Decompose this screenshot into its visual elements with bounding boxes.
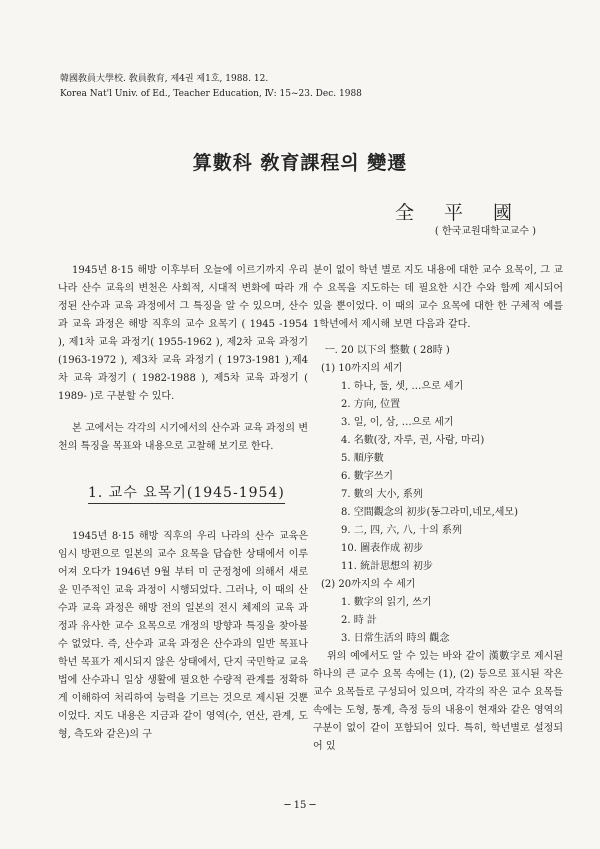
citation-korean: 韓國敎員大學校. 敎員敎育, 제4권 제1호, 1988. 12. [60, 74, 269, 84]
outline-item: 3. 일, 이, 삼, …으로 세기 [341, 417, 454, 428]
outline-item: 7. 數의 大小, 系列 [341, 489, 423, 500]
outline-item: 1. 하나, 둘, 셋, …으로 세기 [341, 381, 464, 392]
outline-item: (1) 10까지의 세기 [321, 363, 403, 374]
section-heading: 1. 교수 요목기(1945-1954) [88, 484, 285, 504]
journal-citation [60, 72, 540, 102]
intro-paragraph: 1945년 8·15 해방 이후부터 오늘에 이르기까지 우리 나라 산수 교육의 변천은 사회적, 시대적 변화에 따라 개정된 산수과 교육 과정에서 그 특징을 알 수 있으며, 산수과 교육 과정은 해방 직후의 교수 요목기 ( 1945 -1954 ), 제1차 교육 과정기( 1955-1962 ), 제2차 교육 과정기(1963-1972 ), 제3차 교육 과정기 ( 1973-1981 ),제4차 교육 과정기 ( 1982-1988 ), 제5차 교육 과정기 ( 1989- )로 구분할 수 있다. [58, 265, 308, 402]
outline-item: 2. 方向, 位置 [341, 399, 401, 410]
outline-item: 2. 時 計 [341, 615, 377, 626]
outline-item: (2) 20까지의 수 세기 [321, 579, 416, 590]
outline-item: 5. 順序數 [341, 453, 384, 464]
syllabus-outline [313, 342, 563, 648]
outline-item: 8. 空間觀念의 初步(동그라미,네모,세모) [341, 507, 518, 518]
article-title: 算數科 敎育課程의 變遷 [192, 152, 408, 174]
outline-item: 1. 數字의 읽기, 쓰기 [341, 597, 432, 608]
outline-item: ㅡ. 20 以下의 整數 ( 28時 ) [325, 345, 450, 356]
section-paragraph: 1945년 8·15 해방 직후의 우리 나라의 산수 교육은 임시 방편으로 일본의 교수 요목을 답습한 상태에서 이루어져 오다가 1946년 9월 부터 미 군정청에 의해서 새로운 민주적인 교육 과정이 시행되었다. 그러나, 이 때의 산수과 교육 과정은 해방 전의 일본의 전시 체제의 교육 과정과 유사한 교수 요목으로 개정의 방향과 특징을 찾아볼 수 없었다. 즉, 산수과 교육 과정은 산수과의 일반 목표나 학년 목표가 제시되지 않은 상태에서, 단지 국민학교 교육법에 산수과니 일상 생활에 필요한 수량적 관계를 정확하게 이해하여 처리하여 능력을 기르는 것으로 제시된 것뿐이었다. 지도 내용은 지금과 같이 영역(수, 연산, 관계, 도형, 측도와 같은)의 구 [58, 531, 308, 740]
author-name: 全平國 [394, 202, 542, 224]
outline-item: 11. 統計思想의 初步 [341, 561, 433, 572]
continuation-paragraph: 분이 없이 학년 별로 지도 내용에 대한 교수 요목이, 그 교수 요목을 지도하는 데 필요한 시간 수와 함께 제시되어 있을 뿐이었다. 이 때의 교수 요목에 대한 한 구체적 예를 1학년에서 제시해 보면 다음과 같다. [313, 265, 563, 330]
citation-english: Korea Nat'l Univ. of Ed., Teacher Education, Ⅳ: 15~23. Dec. 1988 [60, 89, 362, 99]
outline-item: 10. 圖表作成 初步 [341, 543, 424, 554]
page-number: ─ 15 ─ [284, 800, 316, 811]
author-affiliation: ( 한국교원대학교교수 ) [434, 226, 536, 237]
scope-paragraph: 본 고에서는 각각의 시기에서의 산수과 교육 과정의 변천의 특징을 목표와 내용으로 고찰해 보기로 한다. [58, 423, 308, 452]
outline-item: 4. 名數(장, 자루, 권, 사람, 마리) [341, 435, 485, 446]
left-column [58, 262, 308, 744]
analysis-paragraph: 위의 예에서도 알 수 있는 바와 같이 漢數字로 제시된 하나의 큰 교수 요목 속에는 (1), (2) 등으로 표시된 작은 교수 요목들로 구성되어 있으며, 각각의 작은 교수 요목들 속에는 도형, 통계, 측정 등의 내용이 현재와 같은 영역의 구분이 없이 같이 포함되어 있다. 특히, 학년별로 설정되어 있 [313, 651, 563, 752]
outline-item: 6. 數字쓰기 [341, 471, 394, 482]
outline-item: 3. 日常生活의 時의 觀念 [341, 633, 450, 644]
outline-item: 9. 二, 四, 六, 八, 十의 系列 [341, 525, 462, 536]
right-column [313, 262, 563, 756]
